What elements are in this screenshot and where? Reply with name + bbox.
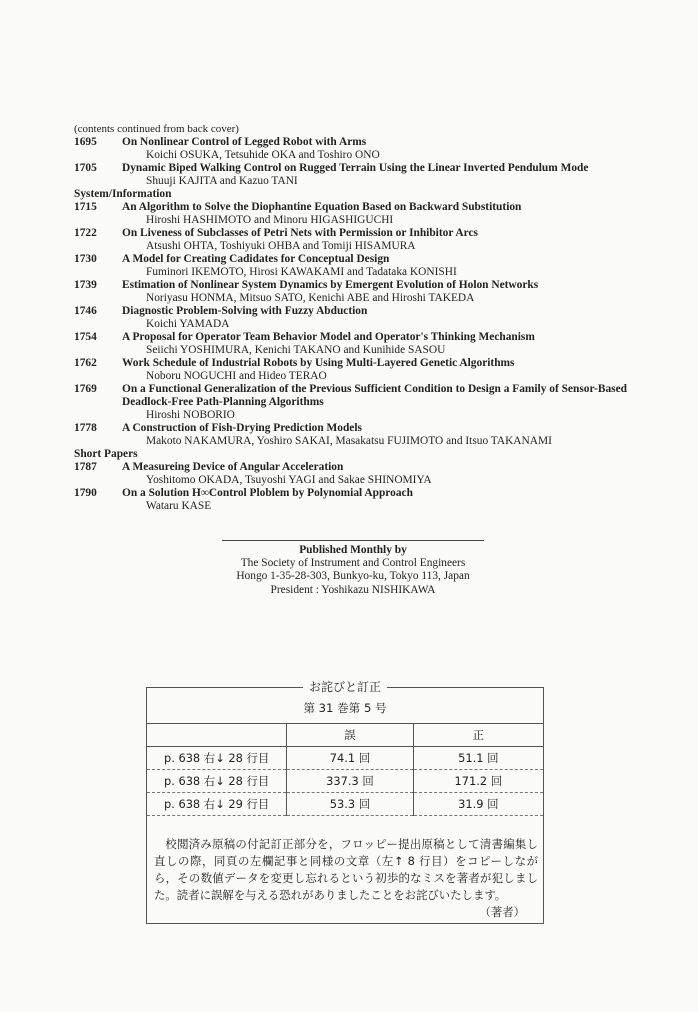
toc-entry <box>74 253 674 279</box>
entry-title: Diagnostic Problem-Solving with Fuzzy Abduction <box>122 305 368 317</box>
entry-authors: Yoshitomo OKADA, Tsuyoshi YAGI and Sakae SHINOMIYA <box>146 474 432 486</box>
errata-header-row <box>147 724 544 747</box>
header-location <box>147 724 287 747</box>
entry-page-number: 1778 <box>74 422 97 434</box>
toc-entry <box>74 305 674 331</box>
errata-issue: 第 31 巻第 5 号 <box>303 701 387 715</box>
errata-table <box>146 723 544 816</box>
toc-entry <box>74 227 674 253</box>
entry-page-number: 1787 <box>74 461 97 473</box>
row-correct: 51.1 回 <box>413 747 543 770</box>
entry-page-number: 1739 <box>74 279 97 291</box>
errata-box <box>146 680 544 924</box>
entry-title: A Model for Creating Cadidates for Conceptual Design <box>122 253 390 265</box>
entry-title: On Nonlinear Control of Legged Robot with Arms <box>122 136 367 148</box>
table-of-contents <box>74 123 674 513</box>
publisher-heading: Published Monthly by <box>299 544 407 556</box>
errata-note-text: 校閲済み原稿の付記訂正部分を，フロッピー提出原稿として清書編集し直しの際，同頁の左欄記事と同様の文章（左↑ 8 行目）をコピーしながら，その数値データを変更し忘れるという初歩的なミスを著者が犯しました。読者に誤解を与える恐れがありましたことをお詫びいたします。 <box>154 837 538 902</box>
entry-page-number: 1746 <box>74 305 97 317</box>
errata-title-wrap <box>147 678 543 695</box>
entry-title: Estimation of Nonlinear System Dynamics by Emergent Evolution of Holon Networks <box>122 279 539 291</box>
entry-title: On a Functional Generalization of the Previous Sufficient Condition to Design a Family of Sensor-Based Deadlock-Free Path-Planning Algorithms <box>122 383 627 408</box>
entry-page-number: 1695 <box>74 136 97 148</box>
publisher-society: The Society of Instrument and Control Engineers <box>240 557 466 570</box>
toc-entry <box>74 422 674 448</box>
entry-authors: Hiroshi NOBORIO <box>146 409 235 421</box>
errata-note <box>154 836 538 904</box>
table-row <box>147 747 544 770</box>
toc-entry <box>74 201 674 227</box>
toc-entry <box>74 487 674 513</box>
row-wrong: 53.3 回 <box>287 793 413 816</box>
section-heading-system: System/Information <box>74 188 172 200</box>
entry-authors: Noboru NOGUCHI and Hideo TERAO <box>146 370 327 382</box>
toc-entry <box>74 357 674 383</box>
errata-signature: （著者） <box>479 905 525 919</box>
toc-entry <box>74 383 674 422</box>
section-heading-short-papers: Short Papers <box>74 448 138 460</box>
table-row <box>147 793 544 816</box>
entry-authors: Atsushi OHTA, Toshiyuki OHBA and Tomiji HISAMURA <box>146 240 416 252</box>
entry-title: A Measureing Device of Angular Acceleration <box>122 461 344 473</box>
entry-title: Work Schedule of Industrial Robots by Using Multi-Layered Genetic Algorithms <box>122 357 515 369</box>
entry-authors: Noriyasu HONMA, Mitsuo SATO, Kenichi ABE and Hiroshi TAKEDA <box>146 292 475 304</box>
entry-page-number: 1722 <box>74 227 97 239</box>
entry-authors: Shuuji KAJITA and Kazuo TANI <box>146 175 298 187</box>
header-wrong: 誤 <box>287 724 413 747</box>
row-location: p. 638 右↓ 29 行目 <box>147 793 287 816</box>
row-location: p. 638 右↓ 28 行目 <box>147 770 287 793</box>
entry-authors: Wataru KASE <box>146 500 212 512</box>
entry-page-number: 1790 <box>74 487 97 499</box>
row-wrong: 337.3 回 <box>287 770 413 793</box>
errata-title: お詫びと訂正 <box>303 680 387 694</box>
publisher-address: Hongo 1-35-28-303, Bunkyo-ku, Tokyo 113, Japan <box>236 570 470 583</box>
entry-page-number: 1769 <box>74 383 97 395</box>
header-correct: 正 <box>413 724 543 747</box>
toc-entry <box>74 279 674 305</box>
row-location: p. 638 右↓ 28 行目 <box>147 747 287 770</box>
entry-authors: Koichi OSUKA, Tetsuhide OKA and Toshiro ONO <box>146 149 380 161</box>
entry-authors: Seiichi YOSHIMURA, Kenichi TAKANO and Kunihide SASOU <box>146 344 446 356</box>
entry-title: Dynamic Biped Walking Control on Rugged Terrain Using the Linear Inverted Pendulum Mode <box>122 162 589 174</box>
table-row <box>147 770 544 793</box>
publisher-block <box>190 544 516 597</box>
entry-authors: Koichi YAMADA <box>146 318 230 330</box>
entry-authors: Hiroshi HASHIMOTO and Minoru HIGASHIGUCHI <box>146 214 394 226</box>
entry-page-number: 1730 <box>74 253 97 265</box>
continued-note: (contents continued from back cover) <box>74 123 239 135</box>
entry-title: On Liveness of Subclasses of Petri Nets with Permission or Inhibitor Arcs <box>122 227 478 239</box>
entry-page-number: 1705 <box>74 162 97 174</box>
entry-title: On a Solution H∞Control Ploblem by Polynomial Approach <box>122 487 413 499</box>
row-wrong: 74.1 回 <box>287 747 413 770</box>
row-correct: 31.9 回 <box>413 793 543 816</box>
entry-authors: Fuminori IKEMOTO, Hirosi KAWAKAMI and Tadataka KONISHI <box>146 266 457 278</box>
entry-title: A Proposal for Operator Team Behavior Model and Operator's Thinking Mechanism <box>122 331 535 343</box>
toc-entry <box>74 331 674 357</box>
entry-title: An Algorithm to Solve the Diophantine Equation Based on Backward Substitution <box>122 201 522 213</box>
divider-rule <box>222 540 484 541</box>
toc-entry <box>74 136 674 162</box>
entry-page-number: 1754 <box>74 331 97 343</box>
publisher-president: President : Yoshikazu NISHIKAWA <box>270 583 436 596</box>
row-correct: 171.2 回 <box>413 770 543 793</box>
toc-entry <box>74 162 674 188</box>
toc-entry <box>74 461 674 487</box>
entry-title: A Construction of Fish-Drying Prediction Models <box>122 422 362 434</box>
entry-page-number: 1762 <box>74 357 97 369</box>
entry-authors: Makoto NAKAMURA, Yoshiro SAKAI, Masakatsu FUJIMOTO and Itsuo TAKANAMI <box>146 435 552 447</box>
entry-page-number: 1715 <box>74 201 97 213</box>
